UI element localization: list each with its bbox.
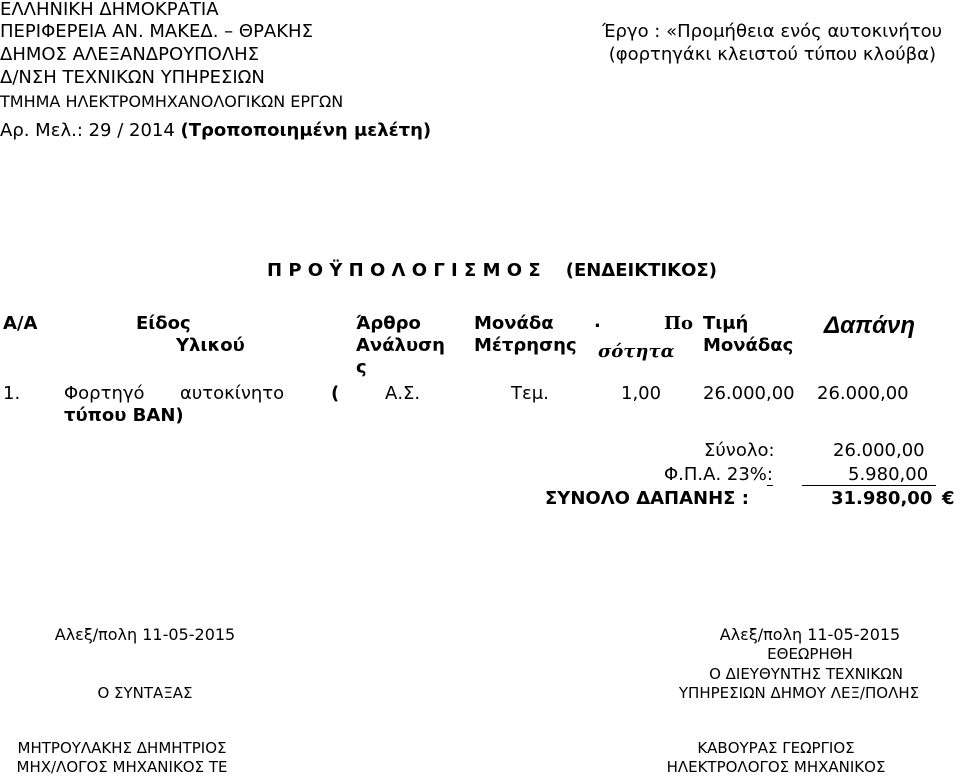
budget-title <box>267 260 717 282</box>
header-line-directorate: Δ/ΝΣΗ ΤΕΧΝΙΚΩΝ ΥΠΗΡΕΣΙΩΝ <box>0 67 265 88</box>
col-header-posotita-1: Πο <box>664 313 694 334</box>
row1-cost: 26.000,00 <box>817 383 909 404</box>
row1-item-line2: τύπου ΒΑΝ) <box>64 405 184 426</box>
study-number <box>0 120 431 142</box>
row1-item-paren: ( <box>331 383 340 404</box>
right-signer-name: ΚΑΒΟΥΡΑΣ ΓΕΩΡΓΙΟΣ <box>697 739 855 757</box>
budget-title-main: Π Ρ Ο Ϋ Π Ο Λ Ο Γ Ι Σ Μ Ο Σ <box>267 260 541 281</box>
row1-unit-price: 26.000,00 <box>703 383 795 404</box>
vat-label-text: Φ.Π.Α. 23% <box>664 464 767 485</box>
right-role-line3: ΥΠΗΡΕΣΙΩΝ ΔΗΜΟΥ ΛΕΞ/ΠΟΛΗΣ <box>678 684 920 702</box>
row1-item-a: Φορτηγό <box>64 383 145 404</box>
col-header-timi-2: Μονάδας <box>703 335 794 356</box>
row1-unit: Τεμ. <box>511 383 549 404</box>
col-header-posotita-dot: . <box>594 311 601 332</box>
grand-total-value: 31.980,00 <box>831 488 933 509</box>
col-header-posotita-2: σότητα <box>598 341 675 362</box>
study-number-prefix: Αρ. Μελ.: 29 / 2014 <box>0 120 181 141</box>
col-header-eidos-2: Υλικού <box>176 335 245 356</box>
subtotal-label: Σύνολο: <box>704 440 775 461</box>
col-header-arthro-1: Άρθρο <box>356 313 421 334</box>
header-line-republic: ΕΛΛΗΝΙΚΗ ΔΗΜΟΚΡΑΤΙΑ <box>0 0 219 20</box>
currency-symbol: € <box>942 488 955 509</box>
left-signer-name: ΜΗΤΡΟΥΛΑΚΗΣ ΔΗΜΗΤΡΙΟΣ <box>17 739 227 757</box>
vat-label <box>664 464 773 486</box>
project-title-line2: (φορτηγάκι κλειστού τύπου κλούβα) <box>608 44 936 65</box>
study-number-suffix: (Τροποποιημένη μελέτη) <box>180 120 432 141</box>
grand-total-label: ΣΥΝΟΛΟ ΔΑΠΑΝΗΣ : <box>545 488 749 509</box>
right-signer-title: ΗΛΕΚΤΡΟΛΟΓΟΣ ΜΗΧΑΝΙΚΟΣ <box>666 758 886 776</box>
row1-quantity: 1,00 <box>621 383 662 404</box>
budget-title-sub: (ΕΝΔΕΙΚΤΙΚΟΣ) <box>565 260 717 281</box>
col-header-arthro-3: ς <box>356 357 367 378</box>
header-line-department: ΤΜΗΜΑ ΗΛΕΚΤΡΟΜΗΧΑΝΟΛΟΓΙΚΩΝ ΕΡΓΩΝ <box>0 92 344 111</box>
col-header-eidos-1: Είδος <box>136 313 191 334</box>
left-signer-title: ΜΗΧ/ΛΟΓΟΣ ΜΗΧΑΝΙΚΟΣ ΤΕ <box>16 758 228 776</box>
subtotal-value: 26.000,00 <box>833 440 925 461</box>
right-place-date: Αλεξ/πολη 11-05-2015 <box>719 625 901 644</box>
row1-aa: 1. <box>3 383 21 404</box>
project-title-line1: Έργο : «Προμήθεια ενός αυτοκινήτου <box>602 21 942 42</box>
col-header-aa: Α/Α <box>3 313 38 334</box>
row1-item-b: αυτοκίνητο <box>180 383 285 404</box>
header-line-region: ΠΕΡΙΦΕΡΕΙΑ ΑΝ. ΜΑΚΕΔ. – ΘΡΑΚΗΣ <box>0 21 313 42</box>
vat-colon: : <box>766 464 773 485</box>
col-header-dapani: Δαπάνη <box>824 312 915 339</box>
col-header-monada-1: Μονάδα <box>474 313 554 334</box>
header-line-municipality: ΔΗΜΟΣ ΑΛΕΞΑΝΔΡΟΥΠΟΛΗΣ <box>0 44 260 65</box>
left-place-date: Αλεξ/πολη 11-05-2015 <box>54 625 236 644</box>
col-header-timi-1: Τιμή <box>703 313 749 334</box>
row1-article: Α.Σ. <box>385 383 421 404</box>
vat-value: 5.980,00 <box>848 464 929 485</box>
right-role-line2: Ο ΔΙΕΥΘΥΝΤΗΣ ΤΕΧΝΙΚΩΝ <box>709 665 903 683</box>
right-role-line1: ΕΘΕΩΡΗΘΗ <box>767 645 853 663</box>
left-role: Ο ΣΥΝΤΑΞΑΣ <box>97 684 193 702</box>
col-header-monada-2: Μέτρησης <box>474 335 577 356</box>
col-header-arthro-2: Ανάλυση <box>356 335 445 356</box>
